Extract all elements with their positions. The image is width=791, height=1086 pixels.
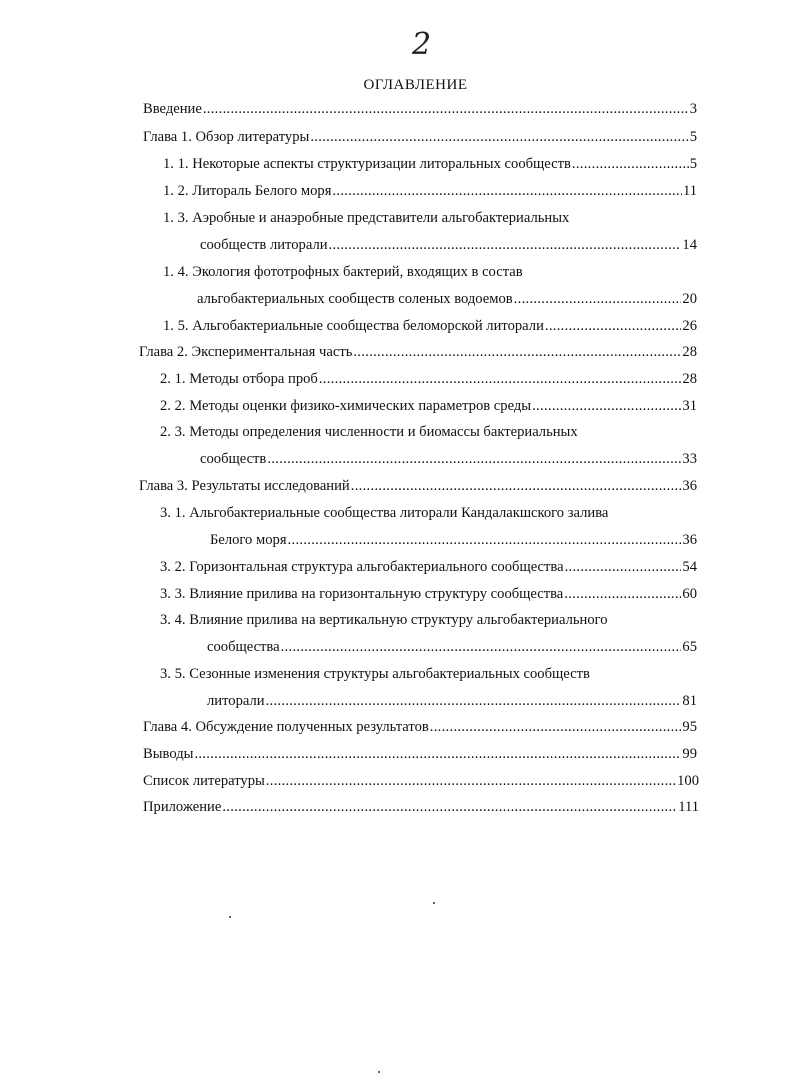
toc-leader-dots: [532, 396, 681, 416]
toc-entry-references[interactable]: [143, 771, 699, 791]
toc-entry-text: Глава 1. Обзор литературы: [143, 129, 310, 145]
toc-entry-text: 3. 3. Влияние прилива на горизонтальную структуру сообщества: [160, 586, 564, 602]
toc-entry-section-2-3[interactable]: [160, 422, 697, 442]
toc-entry-text: литорали: [207, 693, 265, 709]
toc-leader-dots: [267, 449, 681, 469]
toc-entry-text: 1. 5. Альгобактериальные сообщества беломорской литорали: [163, 318, 544, 334]
toc-entry-text: сообществ: [200, 451, 267, 467]
page-number: 2: [411, 27, 432, 62]
toc-entry-chapter-3[interactable]: [139, 476, 697, 496]
toc-entry-section-2-3-cont[interactable]: [200, 449, 697, 469]
toc-entry-page: 33: [682, 451, 697, 467]
toc-entry-page: 36: [682, 478, 697, 494]
toc-entry-text: 1. 2. Литораль Белого моря: [163, 183, 332, 199]
toc-entry-section-3-5-cont[interactable]: [207, 691, 697, 711]
page-title: ОГЛАВЛЕНИЕ: [363, 77, 468, 93]
toc-entry-text: 3. 2. Горизонтальная структура альгобактериального сообщества: [160, 559, 564, 575]
toc-entry-text: 1. 1. Некоторые аспекты структуризации литоральных сообществ: [163, 156, 571, 172]
toc-entry-text: 1. 3. Аэробные и анаэробные представители альгобактериальных: [163, 210, 570, 226]
toc-entry-page: 26: [682, 318, 697, 334]
toc-entry-text: 2. 1. Методы отбора проб: [160, 371, 318, 387]
toc-entry-page: 5: [689, 129, 697, 145]
toc-entry-appendix[interactable]: [143, 797, 699, 817]
toc-entry-text: 2. 3. Методы определения численности и биомассы бактериальных: [160, 424, 578, 440]
toc-entry-page: 65: [682, 639, 697, 655]
toc-entry-text: 2. 2. Методы оценки физико-химических параметров среды: [160, 398, 532, 414]
toc-leader-dots: [430, 717, 682, 737]
toc-leader-dots: [288, 530, 682, 550]
toc-entry-section-1-2[interactable]: [163, 181, 697, 201]
toc-leader-dots: [310, 127, 688, 147]
toc-leader-dots: [266, 771, 676, 791]
toc-entry-section-1-3[interactable]: [163, 208, 697, 228]
toc-entry-page: 14: [682, 237, 697, 253]
toc-entry-chapter-1[interactable]: [143, 127, 697, 147]
toc-entry-page: 5: [689, 156, 697, 172]
toc-entry-text: Список литературы: [143, 773, 265, 789]
toc-entry-page: 99: [682, 746, 697, 762]
toc-entry-page: 11: [682, 183, 697, 199]
toc-leader-dots: [319, 369, 682, 389]
toc-entry-text: Приложение: [143, 799, 222, 815]
toc-leader-dots: [329, 235, 682, 255]
toc-entry-page: 100: [677, 773, 699, 789]
toc-entry-text: Глава 4. Обсуждение полученных результатов: [143, 719, 429, 735]
toc-entry-text: Белого моря: [210, 532, 287, 548]
toc-entry-page: 60: [682, 586, 697, 602]
toc-entry-section-3-3[interactable]: [160, 584, 697, 604]
toc-entry-page: 95: [682, 719, 697, 735]
toc-entry-text: Глава 2. Экспериментальная часть: [139, 344, 353, 360]
toc-entry-text: альгобактериальных сообществ соленых водоемов: [197, 291, 513, 307]
toc-entry-section-1-5[interactable]: [163, 316, 697, 336]
scan-speck: [378, 1071, 380, 1073]
toc-entry-page: 28: [682, 371, 697, 387]
toc-entry-section-3-2[interactable]: [160, 557, 697, 577]
toc-leader-dots: [572, 154, 689, 174]
toc-entry-page: 20: [682, 291, 697, 307]
toc-leader-dots: [514, 289, 682, 309]
toc-entry-text: сообщества: [207, 639, 280, 655]
toc-leader-dots: [545, 316, 682, 336]
toc-entry-text: Введение: [143, 101, 202, 117]
toc-entry-text: 3. 1. Альгобактериальные сообщества литорали Кандалакшского залива: [160, 505, 609, 521]
toc-entry-section-3-1-cont[interactable]: [210, 530, 697, 550]
toc-leader-dots: [222, 797, 677, 817]
toc-leader-dots: [565, 557, 682, 577]
toc-entry-intro[interactable]: [143, 99, 697, 119]
toc-leader-dots: [266, 691, 682, 711]
toc-leader-dots: [564, 584, 681, 604]
scan-speck: [229, 916, 231, 918]
toc-entry-text: 1. 4. Экология фототрофных бактерий, входящих в состав: [163, 264, 523, 280]
toc-entry-text: Глава 3. Результаты исследований: [139, 478, 350, 494]
toc-entry-chapter-2[interactable]: [139, 342, 697, 362]
toc-leader-dots: [353, 342, 681, 362]
toc-leader-dots: [332, 181, 682, 201]
toc-entry-page: 3: [689, 101, 697, 117]
toc-entry-text: 3. 5. Сезонные изменения структуры альгобактериальных сообществ: [160, 666, 590, 682]
toc-entry-text: Выводы: [143, 746, 194, 762]
toc-entry-page: 36: [682, 532, 697, 548]
toc-entry-section-3-1[interactable]: [160, 503, 700, 523]
toc-entry-section-1-4[interactable]: [163, 262, 697, 282]
toc-entry-page: 31: [682, 398, 697, 414]
toc-entry-text: 3. 4. Влияние прилива на вертикальную структуру альгобактериального: [160, 612, 608, 628]
toc-entry-section-1-3-cont[interactable]: [200, 235, 697, 255]
toc-entry-page: 54: [682, 559, 697, 575]
toc-entry-section-3-5[interactable]: [160, 664, 697, 684]
scan-speck: [433, 902, 435, 904]
toc-entry-section-1-1[interactable]: [163, 154, 697, 174]
toc-leader-dots: [281, 637, 682, 657]
toc-entry-page: 111: [678, 799, 699, 815]
toc-entry-page: 28: [682, 344, 697, 360]
toc-entry-section-3-4[interactable]: [160, 610, 697, 630]
toc-entry-text: сообществ литорали: [200, 237, 328, 253]
toc-leader-dots: [203, 99, 689, 119]
toc-entry-section-2-1[interactable]: [160, 369, 697, 389]
toc-entry-chapter-4[interactable]: [143, 717, 697, 737]
toc-entry-section-3-4-cont[interactable]: [207, 637, 697, 657]
toc-leader-dots: [194, 744, 681, 764]
toc-entry-section-1-4-cont[interactable]: [197, 289, 697, 309]
toc-entry-conclusions[interactable]: [143, 744, 697, 764]
toc-leader-dots: [351, 476, 682, 496]
toc-entry-section-2-2[interactable]: [160, 396, 697, 416]
toc-entry-page: 81: [682, 693, 697, 709]
